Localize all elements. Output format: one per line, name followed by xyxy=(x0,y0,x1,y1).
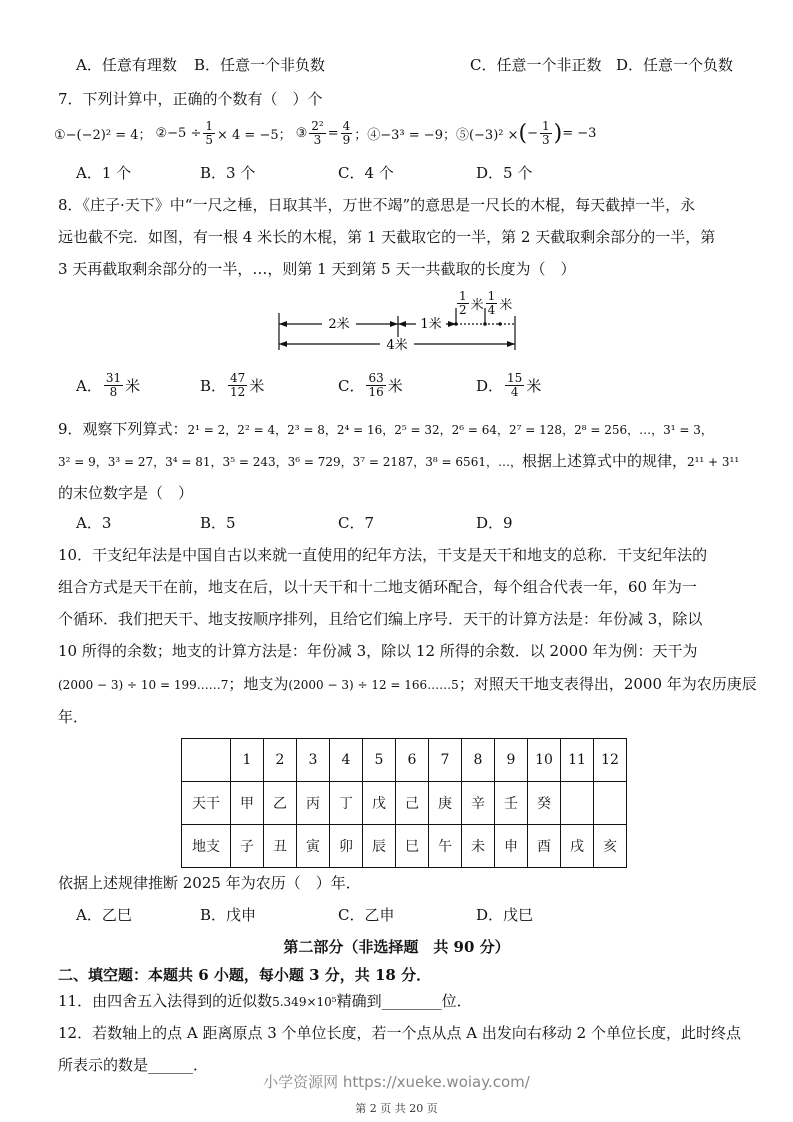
q9-line-1: 9．观察下列算式：2¹ = 2，2² = 4，2³ = 8，2⁴ = 16，2⁵ = 32，2⁶ = 64，2⁷ = 128，2⁸ = 256，…，3¹ = 3， xyxy=(58,420,713,438)
table-cell: 天干 xyxy=(182,782,231,825)
table-cell: 7 xyxy=(429,739,462,782)
table-cell: 辛 xyxy=(462,782,495,825)
q10-line-1: 10．干支纪年法是中国自古以来就一直使用的纪年方法，干支是天干和地支的总称．干支纪年法的 xyxy=(58,546,708,564)
q7-items xyxy=(54,120,596,147)
table-cell: 丑 xyxy=(264,825,297,868)
q10-option-d: D．戊巳 xyxy=(476,906,534,924)
table-cell xyxy=(561,782,594,825)
table-row-tiangan xyxy=(182,782,627,825)
table-cell: 甲 xyxy=(231,782,264,825)
table-cell xyxy=(594,782,627,825)
part-two-title: 第二部分（非选择题 共 90 分） xyxy=(283,938,510,956)
q8-label-1m: 1米 xyxy=(420,317,442,332)
table-cell: 戌 xyxy=(561,825,594,868)
q7-item-5-fraction: $\frac{1}{3}$ xyxy=(542,119,550,147)
page-number: 第 2 页 共 20 页 xyxy=(355,1102,438,1115)
table-cell: 子 xyxy=(231,825,264,868)
table-cell: 卯 xyxy=(330,825,363,868)
q8-option-c: C． $\frac{63}{16}$ 米 xyxy=(338,371,403,399)
q8-option-a: A． $\frac{31}{8}$ 米 xyxy=(76,371,141,399)
table-cell: 3 xyxy=(297,739,330,782)
table-cell: 庚 xyxy=(429,782,462,825)
q7-item-3-fraction-a: $\frac{\text{2²}}{3}$ xyxy=(311,119,324,147)
table-cell: 酉 xyxy=(528,825,561,868)
q8-label-half: $\frac{1}{2}$ 米 $\frac{1}{4}$ 米 xyxy=(459,289,513,317)
table-cell: 地支 xyxy=(182,825,231,868)
table-cell: 丙 xyxy=(297,782,330,825)
table-cell: 壬 xyxy=(495,782,528,825)
q9-option-d: D．9 xyxy=(476,514,513,532)
table-cell: 丁 xyxy=(330,782,363,825)
q10-line-5: (2000 − 3) ÷ 10 = 199……7；地支为(2000 − 3) ÷ 12 = 166……5；对照天干地支表得出，2000 年为农历庚辰 xyxy=(58,675,757,693)
q7-item-3-eq: = xyxy=(327,126,339,141)
footer-watermark: 小学资源网 https://xueke.woiay.com/ xyxy=(263,1073,530,1091)
section-two-heading: 二、填空题：本题共 6 小题，每小题 3 分，共 18 分． xyxy=(58,966,432,984)
q11: 11．由四舍五入法得到的近似数5.349×10⁵精确到________位． xyxy=(58,992,472,1010)
q7-option-b: B．3 个 xyxy=(200,164,256,182)
q7-item-4-5: ；④−3³ = −9；⑤(−3)² × xyxy=(354,128,519,143)
q7-stem: 7．下列计算中，正确的个数有（ ）个 xyxy=(58,90,323,108)
q7-item-2-a: ②−5 ÷ xyxy=(155,126,202,141)
q10-options xyxy=(76,904,533,925)
table-cell: 申 xyxy=(495,825,528,868)
q6-options xyxy=(76,54,733,75)
q8-label-2m: 2米 xyxy=(328,317,350,332)
q7-item-5-result: = −3 xyxy=(562,126,597,141)
table-cell: 2 xyxy=(264,739,297,782)
q6-option-c: C．任意一个非正数 xyxy=(470,56,602,74)
q9-line-3: 的末位数字是（ ） xyxy=(58,484,194,502)
q9-option-c: C．7 xyxy=(338,514,375,532)
table-cell: 8 xyxy=(462,739,495,782)
table-cell: 癸 xyxy=(528,782,561,825)
q10-line-6: 年． xyxy=(58,708,89,726)
q7-paren-close: ) xyxy=(553,121,563,146)
q8-option-b: B． $\frac{47}{12}$ 米 xyxy=(200,371,265,399)
table-cell: 午 xyxy=(429,825,462,868)
table-cell: 亥 xyxy=(594,825,627,868)
table-cell: 4 xyxy=(330,739,363,782)
table-cell xyxy=(182,739,231,782)
q7-option-a: A．1 个 xyxy=(76,164,132,182)
q9-line-2: 3² = 9，3³ = 27，3⁴ = 81，3⁵ = 243，3⁶ = 729，3⁷ = 2187，3⁸ = 6561，…，根据上述算式中的规律，2¹¹ + 3¹¹ xyxy=(58,452,740,470)
q8-line-1: 8．《庄子·天下》中“一尺之棰，日取其半，万世不竭”的意思是一尺长的木棍，每天截掉一半，永 xyxy=(58,196,696,214)
q9-option-b: B．5 xyxy=(200,514,236,532)
table-cell: 巳 xyxy=(396,825,429,868)
q7-item-2-fraction: $\frac{1}{5}$ xyxy=(205,119,213,147)
q7-option-c: C．4 个 xyxy=(338,164,394,182)
table-cell: 9 xyxy=(495,739,528,782)
table-cell: 5 xyxy=(363,739,396,782)
q10-option-b: B．戊申 xyxy=(200,906,257,924)
q7-paren-open: ( xyxy=(518,121,528,146)
q10-option-a: A．乙巳 xyxy=(76,906,132,924)
table-cell: 1 xyxy=(231,739,264,782)
table-cell: 辰 xyxy=(363,825,396,868)
q7-options xyxy=(76,162,532,183)
table-cell: 己 xyxy=(396,782,429,825)
q10-question: 依据上述规律推断 2025 年为农历（ ）年． xyxy=(58,874,361,892)
table-cell: 10 xyxy=(528,739,561,782)
table-header-row xyxy=(182,739,627,782)
q6-option-b: B．任意一个非负数 xyxy=(194,56,326,74)
q7-minus: − xyxy=(527,126,539,141)
q8-option-d: D． $\frac{15}{4}$ 米 xyxy=(476,371,542,399)
q8-line-3: 3 天再截取剩余部分的一半，…，则第 1 天到第 5 天一共截取的长度为（ ） xyxy=(58,260,576,278)
table-cell: 乙 xyxy=(264,782,297,825)
table-cell: 12 xyxy=(594,739,627,782)
q7-item-3-fraction-b: $\frac{4}{9}$ xyxy=(342,119,351,147)
q12-line-1: 12．若数轴上的点 A 距离原点 3 个单位长度，若一个点从点 A 出发向右移动 2 个单位长度，此时终点 xyxy=(58,1024,741,1042)
table-cell: 戊 xyxy=(363,782,396,825)
q7-item-2-b: × 4 = −5； xyxy=(216,128,292,143)
q9-option-a: A．3 xyxy=(76,514,112,532)
tiangan-dizhi-table xyxy=(181,738,627,868)
q6-option-a: A．任意有理数 xyxy=(76,56,177,74)
table-cell: 未 xyxy=(462,825,495,868)
q6-option-d: D．任意一个负数 xyxy=(616,56,734,74)
q8-options xyxy=(76,372,541,399)
q9-options xyxy=(76,512,513,533)
table-cell: 11 xyxy=(561,739,594,782)
q10-line-3: 个循环．我们把天干、地支按顺序排列，且给它们编上序号．天干的计算方法是：年份减 3，除以 xyxy=(58,610,703,628)
q10-line-4: 10 所得的余数；地支的计算方法是：年份减 3，除以 12 所得的余数．以 2000 年为例：天干为 xyxy=(58,642,698,660)
q8-line-2: 远也截不完．如图，有一根 4 米长的木棍，第 1 天截取它的一半，第 2 天截取剩余部分的一半，第 xyxy=(58,228,716,246)
q7-item-3-label: ③ xyxy=(295,126,308,141)
q7-option-d: D．5 个 xyxy=(476,164,533,182)
table-cell: 6 xyxy=(396,739,429,782)
q8-label-4m: 4米 xyxy=(386,338,408,353)
table-cell: 寅 xyxy=(297,825,330,868)
q10-line-2: 组合方式是天干在前，地支在后，以十天干和十二地支循环配合，每个组合代表一年，60 年为一 xyxy=(58,578,697,596)
q12-line-2: 所表示的数是______． xyxy=(58,1056,209,1074)
q10-option-c: C．乙申 xyxy=(338,906,395,924)
table-row-dizhi xyxy=(182,825,627,868)
q7-item-1: ①−(−2)² = 4； xyxy=(54,128,152,143)
